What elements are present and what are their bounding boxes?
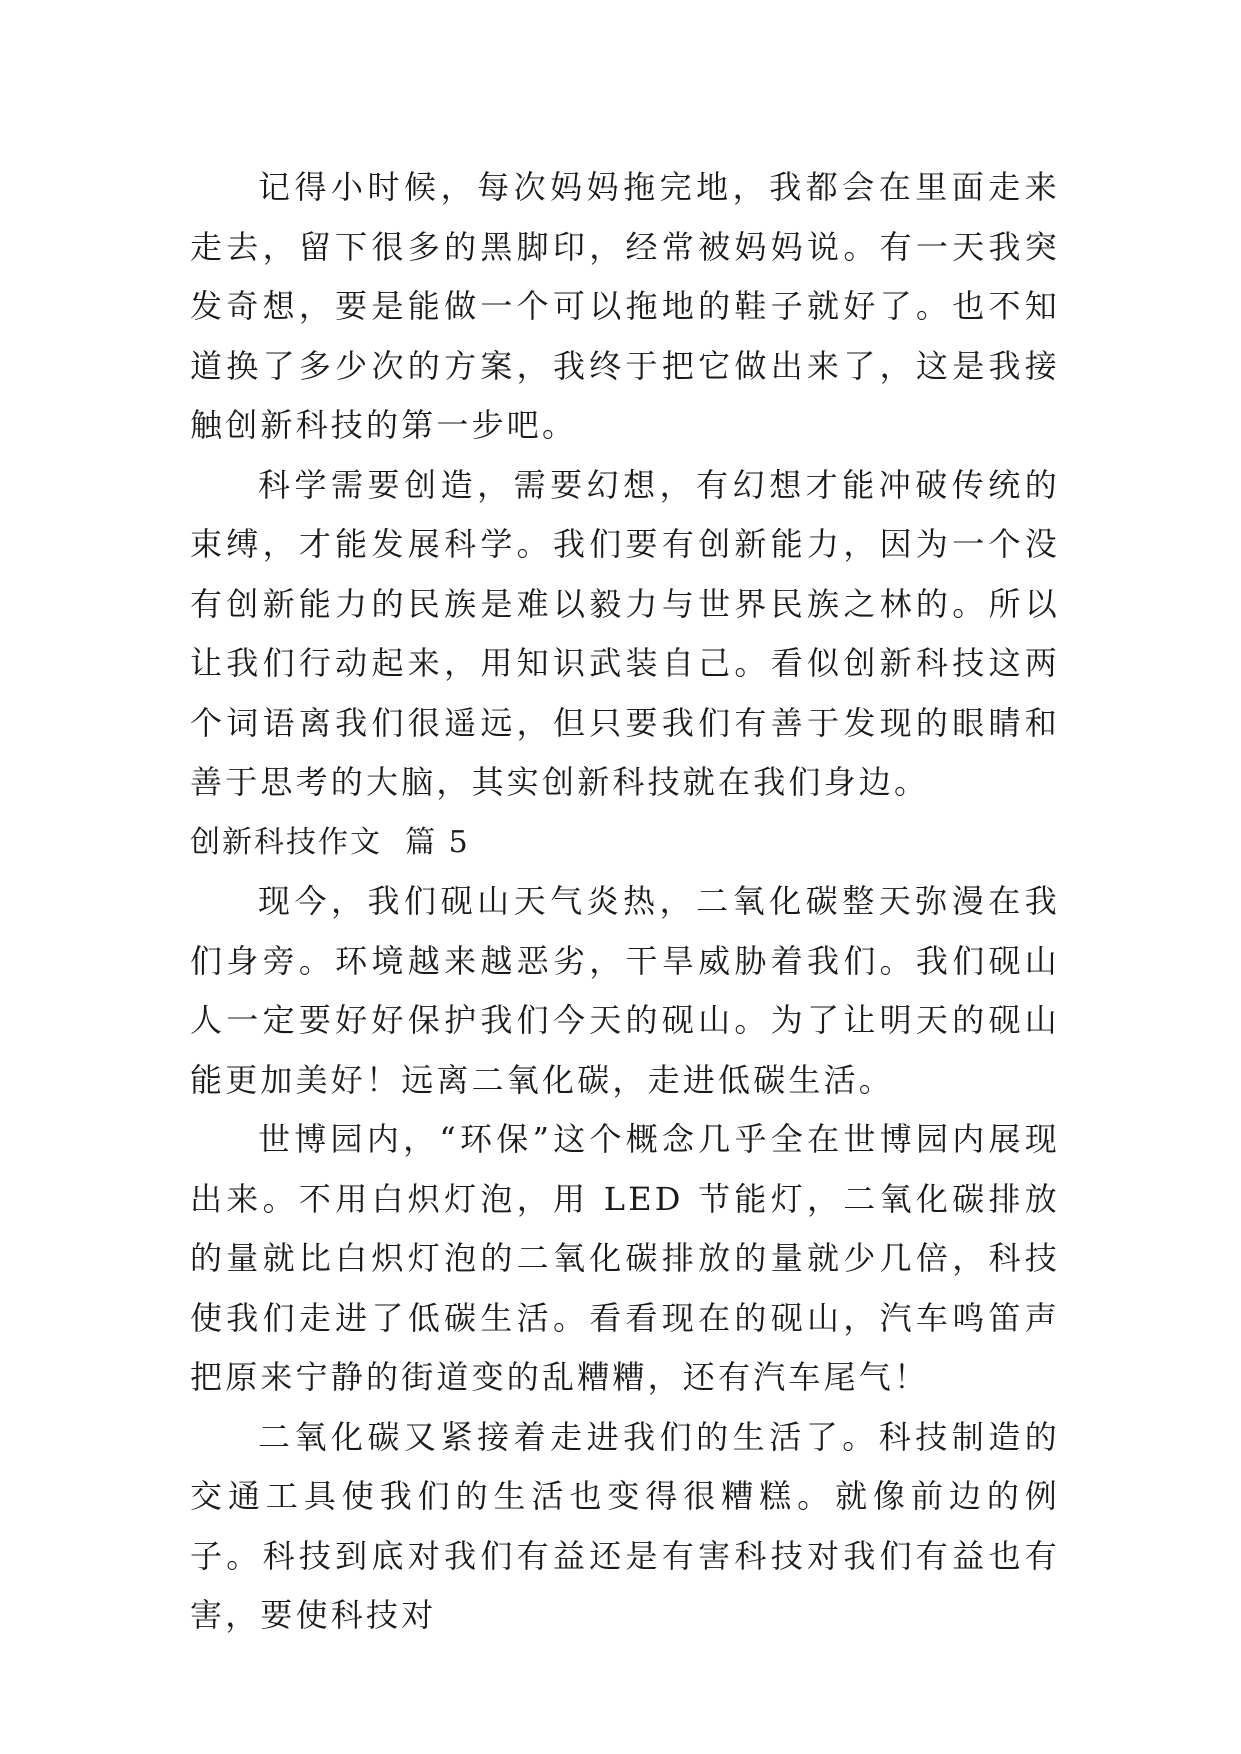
paragraph-science-innovation: 科学需要创造，需要幻想，有幻想才能冲破传统的束缚，才能发展科学。我们要有创新能力，因为一个没有创新能力的民族是难以毅力与世界民族之林的。所以让我们行动起来，用知识武装自己。看似创新科技这两个词语离我们很遥远，但只要我们有善于发现的眼睛和善于思考的大脑，其实创新科技就在我们身边。 <box>190 465 1060 801</box>
paragraph-co2-transport: 二氧化碳又紧接着走进我们的生活了。科技制造的交通工具使我们的生活也变得很糟糕。就像前边的例子。科技到底对我们有益还是有害科技对我们有益也有害，要使科技对 <box>190 1417 1060 1634</box>
paragraph-yanshan-climate: 现今，我们砚山天气炎热，二氧化碳整天弥漫在我们身旁。环境越来越恶劣，干旱威胁着我们。我们砚山人一定要好好保护我们今天的砚山。为了让明天的砚山能更加美好！远离二氧化碳，走进低碳生活。 <box>190 882 1060 1099</box>
document-body <box>190 158 1060 1646</box>
section-heading: 创新科技作文 篇 5 <box>190 824 470 860</box>
paragraph-childhood-mop-shoes: 记得小时候，每次妈妈拖完地，我都会在里面走来走去，留下很多的黑脚印，经常被妈妈说。有一天我突发奇想，要是能做一个可以拖地的鞋子就好了。也不知道换了多少次的方案，我终于把它做出来了，这是我接触创新科技的第一步吧。 <box>190 168 1060 444</box>
paragraph-expo-environment: 世博园内，“环保”这个概念几乎全在世博园内展现出来。不用白炽灯泡，用 LED 节能灯，二氧化碳排放的量就比白炽灯泡的二氧化碳排放的量就少几倍，科技使我们走进了低碳生活。看看现在的砚山，汽车鸣笛声把原来宁静的街道变的乱糟糟，还有汽车尾气！ <box>190 1120 1060 1396</box>
